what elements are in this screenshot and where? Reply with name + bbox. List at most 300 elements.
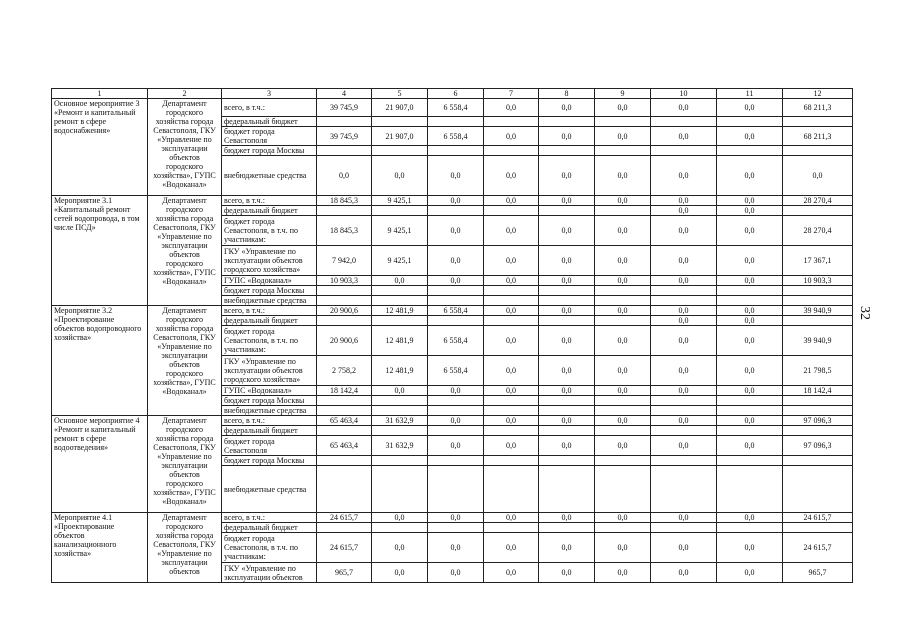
amount-cell: 6 558,4 — [428, 99, 484, 117]
amount-cell: 0,0 — [428, 216, 484, 246]
amount-cell: 0,0 — [539, 276, 595, 286]
amount-cell: 24 615,7 — [783, 533, 853, 563]
amount-cell: 0,0 — [484, 156, 539, 196]
responsible-executor: Департамент городского хозяйства города Севастополя, ГКУ «Управление по эксплуатации объектов городского хозяйства», ГУПС «Водоканал» — [148, 416, 222, 513]
table-row — [52, 306, 853, 316]
amount-cell: 965,7 — [783, 563, 853, 583]
amount-cell: 6 558,4 — [428, 326, 484, 356]
amount-cell — [428, 426, 484, 436]
amount-cell — [372, 456, 428, 466]
amount-cell — [717, 466, 783, 513]
amount-cell: 2 758,2 — [317, 356, 372, 386]
amount-cell — [539, 316, 595, 326]
amount-cell: 0,0 — [484, 436, 539, 456]
header-row — [52, 89, 853, 99]
amount-cell: 0,0 — [372, 563, 428, 583]
amount-cell — [595, 316, 651, 326]
amount-cell: 39 940,9 — [783, 306, 853, 316]
activity-name: Мероприятие 4.1 «Проектирование объектов канализационного хозяйства» — [52, 513, 148, 583]
column-header: 8 — [539, 89, 595, 99]
table-body — [52, 89, 853, 583]
amount-cell — [783, 316, 853, 326]
amount-cell: 68 211,3 — [783, 99, 853, 117]
amount-cell — [783, 296, 853, 306]
amount-cell: 0,0 — [484, 276, 539, 286]
amount-cell: 0,0 — [484, 216, 539, 246]
amount-cell: 0,0 — [651, 356, 717, 386]
amount-cell: 28 270,4 — [783, 216, 853, 246]
amount-cell: 0,0 — [595, 326, 651, 356]
amount-cell — [783, 286, 853, 296]
amount-cell: 28 270,4 — [783, 196, 853, 206]
amount-cell — [651, 406, 717, 416]
amount-cell: 0,0 — [484, 196, 539, 206]
amount-cell — [428, 523, 484, 533]
amount-cell — [484, 406, 539, 416]
column-header: 5 — [372, 89, 428, 99]
amount-cell: 0,0 — [484, 246, 539, 276]
amount-cell: 0,0 — [428, 246, 484, 276]
amount-cell — [539, 296, 595, 306]
amount-cell — [783, 406, 853, 416]
amount-cell: 0,0 — [595, 356, 651, 386]
amount-cell — [372, 117, 428, 127]
amount-cell: 24 615,7 — [783, 513, 853, 523]
amount-cell: 0,0 — [539, 416, 595, 426]
amount-cell: 0,0 — [428, 513, 484, 523]
amount-cell: 0,0 — [651, 326, 717, 356]
amount-cell: 0,0 — [717, 533, 783, 563]
amount-cell: 0,0 — [717, 276, 783, 286]
amount-cell: 0,0 — [484, 513, 539, 523]
amount-cell: 68 211,3 — [783, 127, 853, 146]
amount-cell — [539, 466, 595, 513]
amount-cell: 0,0 — [651, 416, 717, 426]
amount-cell: 0,0 — [651, 316, 717, 326]
amount-cell: 0,0 — [484, 563, 539, 583]
amount-cell: 21 907,0 — [372, 127, 428, 146]
amount-cell — [372, 286, 428, 296]
amount-cell — [317, 523, 372, 533]
amount-cell — [428, 466, 484, 513]
amount-cell: 0,0 — [595, 156, 651, 196]
amount-cell — [595, 523, 651, 533]
amount-cell: 0,0 — [428, 436, 484, 456]
amount-cell — [317, 406, 372, 416]
table-row — [52, 416, 853, 426]
funding-source: внебюджетные средства — [222, 466, 317, 513]
amount-cell: 0,0 — [372, 386, 428, 396]
amount-cell — [717, 426, 783, 436]
amount-cell: 0,0 — [484, 386, 539, 396]
column-header: 4 — [317, 89, 372, 99]
amount-cell — [372, 406, 428, 416]
amount-cell: 0,0 — [651, 246, 717, 276]
amount-cell — [595, 426, 651, 436]
amount-cell — [484, 523, 539, 533]
amount-cell: 31 632,9 — [372, 416, 428, 426]
amount-cell: 17 367,1 — [783, 246, 853, 276]
amount-cell — [428, 206, 484, 216]
amount-cell: 0,0 — [651, 513, 717, 523]
amount-cell: 0,0 — [651, 156, 717, 196]
amount-cell: 0,0 — [539, 436, 595, 456]
amount-cell: 0,0 — [717, 206, 783, 216]
activity-name: Основное мероприятие 4 «Ремонт и капитальный ремонт в сфере водоотведения» — [52, 416, 148, 513]
amount-cell: 0,0 — [717, 306, 783, 316]
amount-cell — [317, 286, 372, 296]
amount-cell: 0,0 — [372, 276, 428, 286]
amount-cell: 12 481,9 — [372, 356, 428, 386]
amount-cell — [717, 523, 783, 533]
amount-cell: 7 942,0 — [317, 246, 372, 276]
amount-cell: 0,0 — [539, 216, 595, 246]
amount-cell: 0,0 — [372, 513, 428, 523]
funding-source: ГУПС «Водоканал» — [222, 386, 317, 396]
funding-source: ГКУ «Управление по эксплуатации объектов городского хозяйства» — [222, 356, 317, 386]
amount-cell: 0,0 — [595, 416, 651, 426]
amount-cell: 24 615,7 — [317, 533, 372, 563]
amount-cell: 0,0 — [595, 216, 651, 246]
amount-cell: 0,0 — [595, 246, 651, 276]
amount-cell: 0,0 — [484, 356, 539, 386]
amount-cell — [717, 146, 783, 156]
amount-cell — [317, 316, 372, 326]
amount-cell: 0,0 — [595, 563, 651, 583]
column-header: 2 — [148, 89, 222, 99]
column-header: 1 — [52, 89, 148, 99]
amount-cell: 0,0 — [484, 326, 539, 356]
amount-cell: 0,0 — [428, 156, 484, 196]
amount-cell: 10 903,3 — [783, 276, 853, 286]
amount-cell — [484, 286, 539, 296]
funding-source: бюджет города Севастополя, в т.ч. по участникам: — [222, 216, 317, 246]
amount-cell: 0,0 — [595, 386, 651, 396]
table-row — [52, 196, 853, 206]
amount-cell — [428, 146, 484, 156]
amount-cell — [783, 117, 853, 127]
amount-cell — [651, 426, 717, 436]
amount-cell — [595, 466, 651, 513]
amount-cell: 0,0 — [651, 216, 717, 246]
amount-cell — [372, 523, 428, 533]
amount-cell: 0,0 — [595, 513, 651, 523]
amount-cell: 0,0 — [428, 386, 484, 396]
funding-source: внебюджетные средства — [222, 406, 317, 416]
amount-cell: 20 900,6 — [317, 326, 372, 356]
amount-cell — [651, 466, 717, 513]
amount-cell — [539, 406, 595, 416]
amount-cell: 0,0 — [539, 127, 595, 146]
amount-cell: 0,0 — [595, 306, 651, 316]
activity-name: Основное мероприятие 3 «Ремонт и капитальный ремонт в сфере водоснабжения» — [52, 99, 148, 196]
amount-cell: 0,0 — [717, 356, 783, 386]
amount-cell: 0,0 — [651, 386, 717, 396]
funding-source: бюджет города Москвы — [222, 456, 317, 466]
amount-cell: 0,0 — [595, 196, 651, 206]
amount-cell — [651, 146, 717, 156]
amount-cell — [651, 396, 717, 406]
funding-source: федеральный бюджет — [222, 117, 317, 127]
column-header: 9 — [595, 89, 651, 99]
amount-cell: 21 798,5 — [783, 356, 853, 386]
amount-cell — [651, 523, 717, 533]
amount-cell: 0,0 — [372, 533, 428, 563]
amount-cell — [539, 117, 595, 127]
column-header: 6 — [428, 89, 484, 99]
funding-source: бюджет города Севастополя, в т.ч. по участникам: — [222, 533, 317, 563]
amount-cell: 0,0 — [717, 563, 783, 583]
funding-source: всего, в т.ч.: — [222, 306, 317, 316]
amount-cell — [372, 426, 428, 436]
amount-cell — [372, 206, 428, 216]
amount-cell — [651, 456, 717, 466]
amount-cell: 0,0 — [651, 276, 717, 286]
amount-cell: 0,0 — [539, 386, 595, 396]
amount-cell: 0,0 — [428, 416, 484, 426]
amount-cell — [317, 456, 372, 466]
funding-source: всего, в т.ч.: — [222, 416, 317, 426]
column-header: 12 — [783, 89, 853, 99]
amount-cell: 0,0 — [651, 196, 717, 206]
amount-cell: 0,0 — [783, 156, 853, 196]
amount-cell — [484, 426, 539, 436]
amount-cell: 0,0 — [717, 196, 783, 206]
amount-cell — [651, 296, 717, 306]
amount-cell: 18 142,4 — [317, 386, 372, 396]
amount-cell — [317, 146, 372, 156]
amount-cell: 18 845,3 — [317, 196, 372, 206]
funding-source: ГУПС «Водоканал» — [222, 276, 317, 286]
funding-source: ГКУ «Управление по эксплуатации объектов городского хозяйства» — [222, 246, 317, 276]
amount-cell — [595, 117, 651, 127]
amount-cell — [428, 406, 484, 416]
amount-cell: 0,0 — [651, 306, 717, 316]
amount-cell — [428, 456, 484, 466]
funding-source: всего, в т.ч.: — [222, 513, 317, 523]
amount-cell — [717, 117, 783, 127]
amount-cell — [317, 426, 372, 436]
amount-cell: 0,0 — [717, 416, 783, 426]
funding-source: внебюджетные средства — [222, 156, 317, 196]
amount-cell: 0,0 — [595, 127, 651, 146]
amount-cell: 20 900,6 — [317, 306, 372, 316]
amount-cell: 12 481,9 — [372, 306, 428, 316]
table-row — [52, 99, 853, 117]
amount-cell: 0,0 — [539, 533, 595, 563]
amount-cell: 0,0 — [484, 533, 539, 563]
funding-source: федеральный бюджет — [222, 316, 317, 326]
amount-cell — [372, 146, 428, 156]
amount-cell: 6 558,4 — [428, 127, 484, 146]
amount-cell — [539, 286, 595, 296]
activity-name: Мероприятие 3.2 «Проектирование объектов водопроводного хозяйства» — [52, 306, 148, 416]
amount-cell — [717, 296, 783, 306]
amount-cell — [783, 466, 853, 513]
amount-cell: 97 096,3 — [783, 436, 853, 456]
amount-cell: 0,0 — [317, 156, 372, 196]
amount-cell: 31 632,9 — [372, 436, 428, 456]
amount-cell: 0,0 — [539, 563, 595, 583]
amount-cell: 0,0 — [717, 316, 783, 326]
funding-source: бюджет города Москвы — [222, 396, 317, 406]
activity-name: Мероприятие 3.1 «Капитальный ремонт сетей водопровода, в том числе ПСД» — [52, 196, 148, 306]
amount-cell — [717, 406, 783, 416]
amount-cell: 0,0 — [539, 156, 595, 196]
amount-cell: 24 615,7 — [317, 513, 372, 523]
amount-cell: 39 940,9 — [783, 326, 853, 356]
amount-cell: 0,0 — [539, 513, 595, 523]
amount-cell — [317, 296, 372, 306]
amount-cell — [595, 206, 651, 216]
funding-source: всего, в т.ч.: — [222, 99, 317, 117]
funding-source: ГКУ «Управление по эксплуатации объектов — [222, 563, 317, 583]
amount-cell — [717, 456, 783, 466]
amount-cell — [428, 316, 484, 326]
responsible-executor: Департамент городского хозяйства города Севастополя, ГКУ «Управление по эксплуатации объектов городского хозяйства», ГУПС «Водоканал» — [148, 99, 222, 196]
amount-cell — [651, 117, 717, 127]
amount-cell: 39 745,9 — [317, 127, 372, 146]
amount-cell: 0,0 — [651, 533, 717, 563]
amount-cell: 0,0 — [484, 99, 539, 117]
amount-cell: 18 142,4 — [783, 386, 853, 396]
funding-source: бюджет города Севастополя, в т.ч. по участникам: — [222, 326, 317, 356]
amount-cell — [317, 396, 372, 406]
amount-cell — [317, 466, 372, 513]
column-header: 11 — [717, 89, 783, 99]
amount-cell: 9 425,1 — [372, 196, 428, 206]
budget-table — [51, 88, 853, 583]
amount-cell: 0,0 — [484, 127, 539, 146]
amount-cell — [783, 396, 853, 406]
amount-cell: 0,0 — [428, 563, 484, 583]
amount-cell: 0,0 — [539, 99, 595, 117]
amount-cell — [595, 456, 651, 466]
amount-cell — [595, 296, 651, 306]
amount-cell: 0,0 — [651, 99, 717, 117]
amount-cell — [484, 396, 539, 406]
amount-cell: 0,0 — [595, 533, 651, 563]
amount-cell: 6 558,4 — [428, 356, 484, 386]
amount-cell — [428, 286, 484, 296]
amount-cell — [317, 117, 372, 127]
amount-cell: 0,0 — [651, 206, 717, 216]
amount-cell — [539, 456, 595, 466]
amount-cell — [783, 523, 853, 533]
amount-cell: 0,0 — [651, 436, 717, 456]
amount-cell — [783, 206, 853, 216]
amount-cell: 65 463,4 — [317, 436, 372, 456]
amount-cell: 21 907,0 — [372, 99, 428, 117]
amount-cell — [317, 206, 372, 216]
amount-cell: 0,0 — [717, 99, 783, 117]
amount-cell — [428, 396, 484, 406]
amount-cell: 0,0 — [428, 196, 484, 206]
amount-cell: 0,0 — [595, 99, 651, 117]
amount-cell: 0,0 — [651, 127, 717, 146]
amount-cell: 9 425,1 — [372, 246, 428, 276]
amount-cell — [428, 296, 484, 306]
amount-cell — [484, 146, 539, 156]
amount-cell — [651, 286, 717, 296]
amount-cell — [484, 296, 539, 306]
amount-cell — [484, 456, 539, 466]
amount-cell — [595, 286, 651, 296]
amount-cell: 0,0 — [595, 436, 651, 456]
amount-cell: 0,0 — [539, 196, 595, 206]
amount-cell — [484, 117, 539, 127]
amount-cell: 12 481,9 — [372, 326, 428, 356]
funding-source: бюджет города Москвы — [222, 146, 317, 156]
amount-cell: 10 903,3 — [317, 276, 372, 286]
amount-cell — [372, 396, 428, 406]
amount-cell: 9 425,1 — [372, 216, 428, 246]
responsible-executor: Департамент городского хозяйства города Севастополя, ГКУ «Управление по эксплуатации объектов городского хозяйства», ГУПС «Водоканал» — [148, 196, 222, 306]
amount-cell — [484, 206, 539, 216]
amount-cell: 0,0 — [539, 356, 595, 386]
amount-cell — [595, 396, 651, 406]
responsible-executor: Департамент городского хозяйства города Севастополя, ГКУ «Управление по эксплуатации объектов — [148, 513, 222, 583]
amount-cell: 0,0 — [595, 276, 651, 286]
amount-cell: 0,0 — [484, 416, 539, 426]
amount-cell: 0,0 — [717, 386, 783, 396]
amount-cell: 0,0 — [539, 246, 595, 276]
amount-cell — [484, 316, 539, 326]
responsible-executor: Департамент городского хозяйства города Севастополя, ГКУ «Управление по эксплуатации объектов городского хозяйства», ГУПС «Водоканал» — [148, 306, 222, 416]
funding-source: бюджет города Севастополя — [222, 127, 317, 146]
amount-cell — [372, 316, 428, 326]
funding-source: федеральный бюджет — [222, 523, 317, 533]
funding-source: бюджет города Москвы — [222, 286, 317, 296]
funding-source: внебюджетные средства — [222, 296, 317, 306]
amount-cell: 6 558,4 — [428, 306, 484, 316]
amount-cell: 0,0 — [539, 326, 595, 356]
amount-cell — [372, 466, 428, 513]
amount-cell — [595, 406, 651, 416]
amount-cell — [428, 117, 484, 127]
amount-cell: 18 845,3 — [317, 216, 372, 246]
amount-cell: 0,0 — [717, 246, 783, 276]
funding-source: бюджет города Севастополя — [222, 436, 317, 456]
amount-cell — [539, 426, 595, 436]
funding-source: всего, в т.ч.: — [222, 196, 317, 206]
amount-cell: 0,0 — [372, 156, 428, 196]
funding-source: федеральный бюджет — [222, 206, 317, 216]
amount-cell — [484, 466, 539, 513]
amount-cell — [372, 296, 428, 306]
amount-cell — [539, 146, 595, 156]
table-row — [52, 513, 853, 523]
amount-cell: 0,0 — [717, 513, 783, 523]
amount-cell: 0,0 — [717, 216, 783, 246]
funding-source: федеральный бюджет — [222, 426, 317, 436]
amount-cell — [717, 286, 783, 296]
amount-cell — [539, 523, 595, 533]
amount-cell — [783, 146, 853, 156]
amount-cell — [783, 456, 853, 466]
amount-cell: 0,0 — [717, 156, 783, 196]
amount-cell — [783, 426, 853, 436]
amount-cell: 39 745,9 — [317, 99, 372, 117]
page-number: 32 — [857, 306, 872, 320]
amount-cell: 0,0 — [717, 326, 783, 356]
amount-cell: 0,0 — [428, 276, 484, 286]
amount-cell: 0,0 — [651, 563, 717, 583]
amount-cell — [539, 396, 595, 406]
amount-cell: 0,0 — [539, 306, 595, 316]
amount-cell — [595, 146, 651, 156]
amount-cell — [717, 396, 783, 406]
